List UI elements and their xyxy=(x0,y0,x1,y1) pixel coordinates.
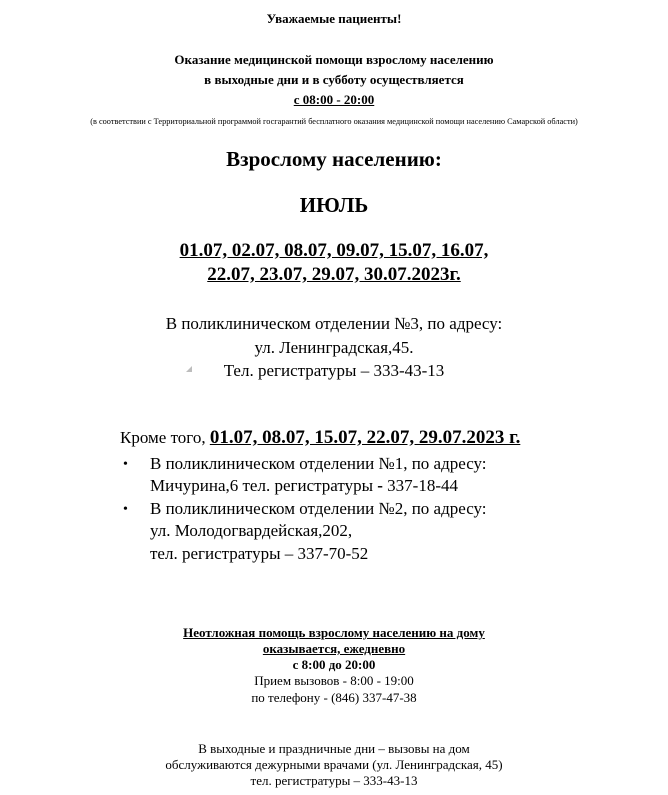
clinic1-dash: - xyxy=(377,476,383,495)
dates-line-1-text: 01.07, 02.07, 08.07, 09.07, 15.07, 16.07, xyxy=(179,240,489,261)
clinic3-line-2: ул. Ленинградская,45. xyxy=(254,338,414,357)
urgent-hours: с 8:00 до 20:00 xyxy=(292,657,376,672)
bullet-icon: • xyxy=(123,457,128,472)
weekend-line-2: обслуживаются дежурными врачами (ул. Ленинградская, 45) xyxy=(165,757,503,772)
urgent-title-2 xyxy=(0,641,668,657)
clinic2-line-1: В поликлиническом отделении №2, по адресу: xyxy=(150,499,487,518)
additional-prefix: Кроме того, xyxy=(120,428,210,447)
urgent-calls: Прием вызовов - 8:00 - 19:00 xyxy=(254,673,414,688)
header-hours-text: с 08:00 - 20:00 xyxy=(293,92,375,107)
dates-line-2 xyxy=(0,264,668,286)
additional-dates-text: 01.07, 08.07, 15.07, 22.07, 29.07.2023 г. xyxy=(209,427,521,448)
clinic3-line-1: В поликлиническом отделении №3, по адресу: xyxy=(165,314,503,333)
month-heading: ИЮЛЬ xyxy=(299,193,369,217)
header-note: (в соответствии с Территориальной программой госгарантий бесплатного оказания медицинской помощи населению Самарской области) xyxy=(90,117,578,126)
header-line-1: Оказание медицинской помощи взрослому населению xyxy=(174,52,494,67)
urgent-phone: по телефону - (846) 337-47-38 xyxy=(251,690,417,705)
clinic1-line-2-a: Мичурина,6 тел. регистратуры xyxy=(150,476,378,495)
urgent-title-1 xyxy=(0,625,668,641)
clinic2-line-2: ул. Молодогвардейская,202, xyxy=(150,521,353,540)
header-hours xyxy=(0,92,668,108)
clinic1-line-1: В поликлиническом отделении №1, по адресу: xyxy=(150,454,487,473)
bullet-icon: • xyxy=(123,502,128,517)
urgent-title-1-text: Неотложная помощь взрослому населению на дому xyxy=(183,625,485,640)
dates-line-2-text: 22.07, 23.07, 29.07, 30.07.2023г. xyxy=(207,264,461,285)
clinic1-line-2-b: 337-18-44 xyxy=(382,476,458,495)
clinic2-line-3: тел. регистратуры – 337-70-52 xyxy=(150,544,369,563)
clinic1-line-2 xyxy=(150,476,458,496)
weekend-line-3: тел. регистратуры – 333-43-13 xyxy=(250,773,418,788)
main-heading: Взрослому населению: xyxy=(226,147,442,171)
greeting: Уважаемые пациенты! xyxy=(266,11,402,26)
header-line-2: в выходные дни и в субботу осуществляется xyxy=(204,72,464,87)
clinic3-line-3: Тел. регистратуры – 333-43-13 xyxy=(223,361,445,380)
additional-dates xyxy=(120,427,520,449)
weekend-line-1: В выходные и праздничные дни – вызовы на дом xyxy=(198,741,470,756)
dates-line-1 xyxy=(0,240,668,262)
urgent-title-2-text: оказывается, ежедневно xyxy=(262,641,406,656)
